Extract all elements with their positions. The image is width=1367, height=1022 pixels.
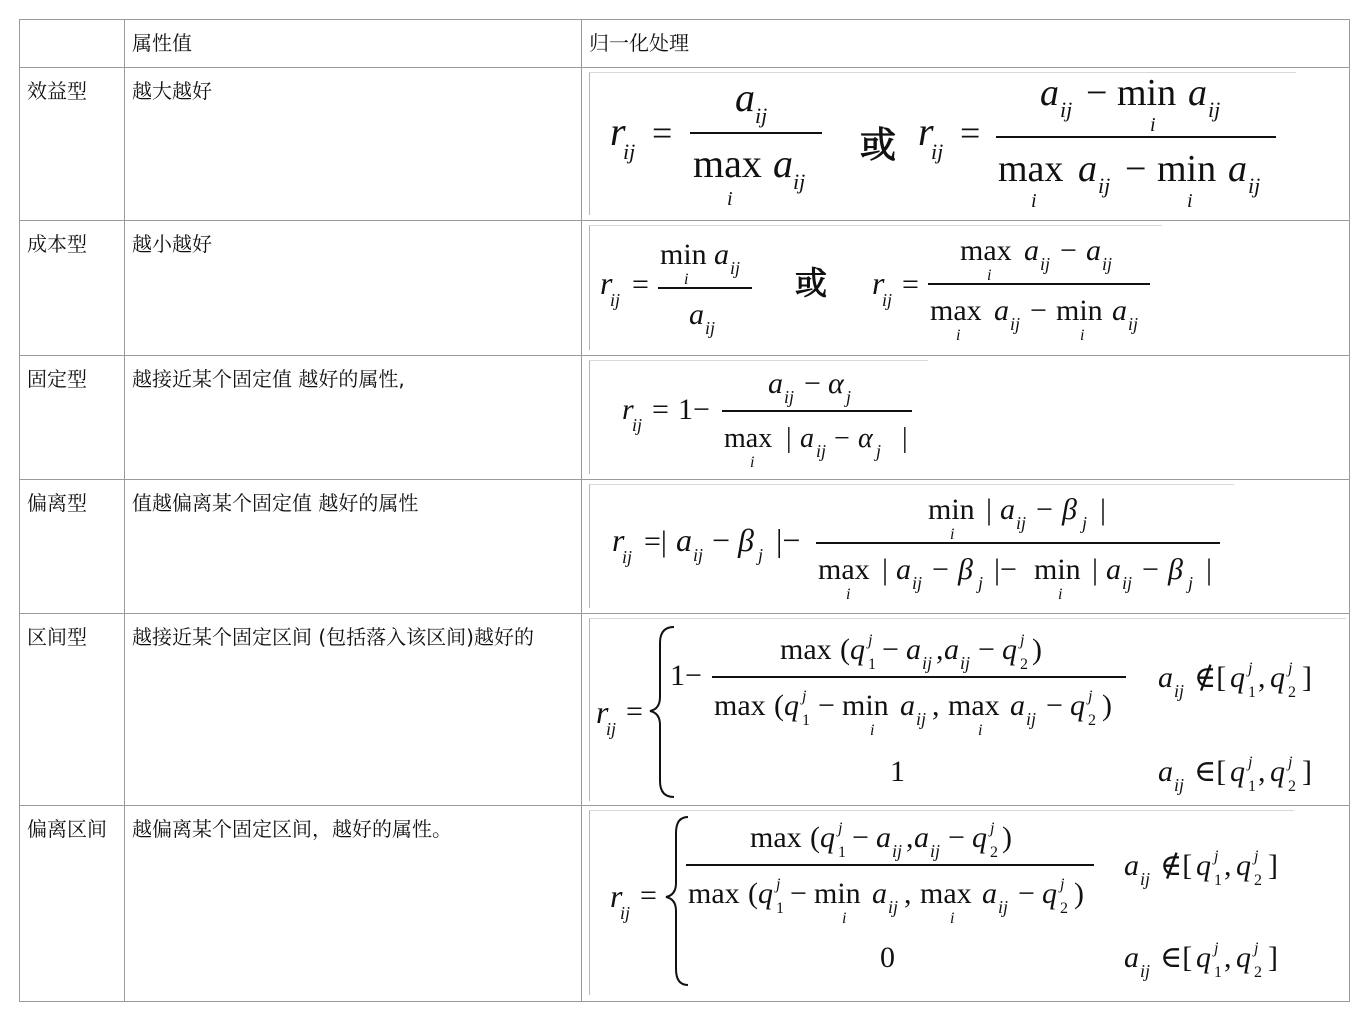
normalization-table xyxy=(19,19,1350,1002)
svg-text:q: q xyxy=(1002,633,1017,666)
svg-text:ij: ij xyxy=(623,139,636,164)
svg-text:a: a xyxy=(944,633,959,666)
svg-text:ij: ij xyxy=(1174,775,1185,795)
formula-deviation-interval-svg xyxy=(590,811,1294,995)
svg-text:a: a xyxy=(1188,73,1207,114)
svg-text:|−: |− xyxy=(994,553,1017,586)
svg-text:i: i xyxy=(870,722,875,739)
svg-text:r: r xyxy=(622,393,634,426)
svg-text:ij: ij xyxy=(1174,681,1185,701)
svg-text:α: α xyxy=(858,423,873,454)
svg-text:q: q xyxy=(850,633,865,666)
svg-text:a: a xyxy=(900,689,915,722)
svg-text:−: − xyxy=(852,821,869,854)
svg-text:2: 2 xyxy=(1254,964,1262,981)
svg-text:|: | xyxy=(902,423,908,454)
desc-cell xyxy=(125,356,582,480)
svg-text:q: q xyxy=(784,689,799,722)
type-label: 固定型 xyxy=(27,367,87,391)
svg-text:ij: ij xyxy=(606,719,617,739)
formula-cell xyxy=(582,614,1350,806)
svg-text:,: , xyxy=(1224,849,1232,882)
svg-text:−: − xyxy=(1060,234,1077,267)
desc-label: 值越偏离某个固定值 越好的属性 xyxy=(132,491,419,515)
svg-text:ij: ij xyxy=(931,139,944,164)
formula-fixed-svg xyxy=(590,361,928,474)
svg-text:或: 或 xyxy=(795,264,828,302)
formula-interval-svg xyxy=(590,619,1346,801)
svg-text:ij: ij xyxy=(1010,314,1021,334)
table-row xyxy=(20,806,1350,1002)
svg-text:j: j xyxy=(868,632,873,649)
type-cell xyxy=(20,68,125,221)
svg-text:ij: ij xyxy=(620,903,631,923)
svg-text:ij: ij xyxy=(784,387,795,407)
svg-text:1: 1 xyxy=(1248,684,1256,701)
svg-text:ij: ij xyxy=(1128,314,1139,334)
desc-cell xyxy=(125,806,582,1002)
table-header-row xyxy=(20,20,1350,68)
svg-text:r: r xyxy=(596,694,609,730)
svg-text:β: β xyxy=(738,522,754,558)
formula-cost xyxy=(589,225,1162,350)
svg-text:min: min xyxy=(660,238,707,271)
svg-text:i: i xyxy=(727,188,733,210)
svg-text:i: i xyxy=(956,327,961,344)
svg-text:,: , xyxy=(906,821,914,854)
svg-text:|: | xyxy=(786,423,792,454)
svg-text:ij: ij xyxy=(610,290,621,310)
svg-text:i: i xyxy=(978,722,983,739)
formula-cell xyxy=(582,68,1350,221)
svg-text:ij: ij xyxy=(916,709,927,729)
type-label: 偏离区间 xyxy=(27,817,107,841)
svg-text:r: r xyxy=(918,109,934,154)
svg-text:∉[: ∉[ xyxy=(1160,849,1193,882)
svg-text:或: 或 xyxy=(860,125,897,166)
svg-text:2: 2 xyxy=(1088,712,1096,729)
svg-text:j: j xyxy=(1288,754,1293,771)
svg-text:a: a xyxy=(714,238,729,271)
svg-text:a: a xyxy=(896,553,911,586)
svg-text:max: max xyxy=(920,877,972,910)
svg-text:,: , xyxy=(1258,661,1266,694)
desc-cell xyxy=(125,221,582,356)
svg-text:ij: ij xyxy=(892,841,903,861)
svg-text:ij: ij xyxy=(793,169,806,194)
formula-deviation-interval xyxy=(589,810,1294,995)
svg-text:a: a xyxy=(906,633,921,666)
table-row xyxy=(20,480,1350,614)
table-row xyxy=(20,356,1350,480)
svg-text:∈[: ∈[ xyxy=(1160,941,1193,974)
header-cell-normalization xyxy=(582,20,1350,68)
svg-text:ij: ij xyxy=(888,897,899,917)
svg-text:a: a xyxy=(676,522,692,558)
svg-text:∈[: ∈[ xyxy=(1194,755,1227,788)
svg-text:r: r xyxy=(610,878,623,914)
svg-text:q: q xyxy=(758,877,773,910)
svg-text:i: i xyxy=(1080,327,1085,344)
svg-text:j: j xyxy=(846,387,852,407)
svg-text:a: a xyxy=(1158,755,1173,788)
svg-text:j: j xyxy=(776,876,781,893)
svg-text:−: − xyxy=(712,522,731,558)
svg-text:=: = xyxy=(960,113,981,153)
header-normalization-label: 归一化处理 xyxy=(589,31,689,55)
formula-interval xyxy=(589,618,1346,801)
svg-text:ij: ij xyxy=(1208,97,1221,122)
svg-text:−: − xyxy=(882,633,899,666)
svg-text:,: , xyxy=(1224,941,1232,974)
svg-text:i: i xyxy=(750,454,755,471)
table-row xyxy=(20,221,1350,356)
svg-text:q: q xyxy=(972,821,987,854)
svg-text:ij: ij xyxy=(1248,173,1261,198)
svg-text:0: 0 xyxy=(880,941,895,974)
svg-text:q: q xyxy=(1042,877,1057,910)
svg-text:a: a xyxy=(689,298,704,331)
svg-text:−: − xyxy=(948,821,965,854)
svg-text:j: j xyxy=(1248,660,1253,677)
formula-cell xyxy=(582,480,1350,614)
svg-text:ij: ij xyxy=(730,258,741,278)
type-label: 偏离型 xyxy=(27,491,87,515)
svg-text:(: ( xyxy=(748,877,758,910)
svg-text:q: q xyxy=(820,821,835,854)
type-cell xyxy=(20,221,125,356)
svg-text:): ) xyxy=(1102,689,1112,722)
svg-text:q: q xyxy=(1236,849,1251,882)
svg-text:]: ] xyxy=(1268,849,1278,882)
svg-text:a: a xyxy=(1024,234,1039,267)
svg-text:r: r xyxy=(610,109,626,154)
svg-text:β: β xyxy=(1168,553,1183,586)
svg-text:]: ] xyxy=(1302,755,1312,788)
svg-text:min: min xyxy=(1157,148,1217,190)
svg-text:min: min xyxy=(1056,294,1103,327)
svg-text:a: a xyxy=(914,821,929,854)
svg-text:max: max xyxy=(750,821,802,854)
desc-label: 越偏离某个固定区间，越好的属性。 xyxy=(132,817,452,841)
svg-text:ij: ij xyxy=(632,415,643,435)
svg-text:j: j xyxy=(1088,688,1093,705)
svg-text:a: a xyxy=(1086,234,1101,267)
svg-text:): ) xyxy=(1002,821,1012,854)
svg-text:−: − xyxy=(978,633,995,666)
svg-text:−: − xyxy=(1125,148,1147,190)
svg-text:ij: ij xyxy=(622,547,633,567)
svg-text:2: 2 xyxy=(1254,872,1262,889)
svg-text:max: max xyxy=(998,148,1064,190)
svg-text:i: i xyxy=(842,910,847,927)
svg-text:j: j xyxy=(1248,754,1253,771)
svg-text:ij: ij xyxy=(705,318,716,338)
formula-deviation-svg xyxy=(590,485,1234,608)
svg-text:max: max xyxy=(688,877,740,910)
svg-text:(: ( xyxy=(810,821,820,854)
svg-text:1−: 1− xyxy=(670,659,702,692)
table-row xyxy=(20,614,1350,806)
svg-text:a: a xyxy=(1124,941,1139,974)
svg-text:ij: ij xyxy=(1140,961,1151,981)
svg-text:i: i xyxy=(846,586,851,603)
svg-text:r: r xyxy=(872,265,885,301)
svg-text:q: q xyxy=(1270,661,1285,694)
svg-text:max: max xyxy=(960,234,1012,267)
svg-text:β: β xyxy=(958,553,973,586)
svg-text:a: a xyxy=(1000,493,1015,526)
svg-text:1: 1 xyxy=(890,755,905,788)
header-cell-empty xyxy=(20,20,125,68)
svg-text:j: j xyxy=(1060,876,1065,893)
svg-text:∉[: ∉[ xyxy=(1194,661,1227,694)
svg-text:−: − xyxy=(1018,877,1035,910)
svg-text:α: α xyxy=(828,367,844,400)
svg-text:−: − xyxy=(790,877,807,910)
svg-text:j: j xyxy=(758,545,764,565)
svg-text:): ) xyxy=(1032,633,1042,666)
svg-text:j: j xyxy=(1254,940,1259,957)
svg-text:=: = xyxy=(640,879,657,912)
svg-text:=: = xyxy=(632,268,649,301)
type-label: 成本型 xyxy=(27,232,87,256)
svg-text:i: i xyxy=(1187,190,1193,212)
svg-text:a: a xyxy=(773,141,793,186)
svg-text:q: q xyxy=(1270,755,1285,788)
svg-text:ij: ij xyxy=(1122,573,1133,593)
svg-text:ij: ij xyxy=(1016,513,1027,533)
svg-text:a: a xyxy=(1040,73,1059,114)
svg-text:r: r xyxy=(600,265,613,301)
svg-text:a: a xyxy=(872,877,887,910)
desc-label: 越接近某个固定区间 (包括落入该区间)越好的 xyxy=(132,625,534,649)
svg-text:−: − xyxy=(932,553,949,586)
svg-text:j: j xyxy=(838,820,843,837)
desc-label: 越小越好 xyxy=(132,232,212,256)
svg-text:2: 2 xyxy=(1020,656,1028,673)
svg-text:ij: ij xyxy=(930,841,941,861)
svg-text:1: 1 xyxy=(1214,964,1222,981)
svg-text:ij: ij xyxy=(960,653,971,673)
formula-benefit xyxy=(589,72,1296,215)
table-row xyxy=(20,68,1350,221)
svg-text:ij: ij xyxy=(1102,254,1113,274)
svg-text:j: j xyxy=(1254,848,1259,865)
svg-text:max: max xyxy=(948,689,1000,722)
svg-text:−: − xyxy=(1142,553,1159,586)
svg-text:=: = xyxy=(652,393,669,426)
svg-text:j: j xyxy=(990,820,995,837)
desc-cell xyxy=(125,68,582,221)
desc-label: 越大越好 xyxy=(132,79,212,103)
formula-cell xyxy=(582,356,1350,480)
svg-text:i: i xyxy=(950,910,955,927)
type-label: 效益型 xyxy=(27,79,87,103)
svg-text:|: | xyxy=(1206,553,1213,586)
type-label: 区间型 xyxy=(27,625,87,649)
svg-text:2: 2 xyxy=(1288,684,1296,701)
svg-text:=: = xyxy=(626,695,643,728)
svg-text:a: a xyxy=(1124,849,1139,882)
svg-text:=: = xyxy=(652,113,673,153)
svg-text:ij: ij xyxy=(922,653,933,673)
svg-text:|: | xyxy=(1100,493,1107,526)
svg-text:1: 1 xyxy=(838,844,846,861)
svg-text:j: j xyxy=(978,573,984,593)
svg-text:max: max xyxy=(714,689,766,722)
svg-text:min: min xyxy=(1117,73,1177,114)
svg-text:ij: ij xyxy=(755,103,768,128)
svg-text:(: ( xyxy=(840,633,850,666)
svg-text:|−: |− xyxy=(776,522,801,558)
svg-text:−: − xyxy=(804,367,821,400)
svg-text:i: i xyxy=(1031,190,1037,212)
formula-benefit-svg xyxy=(590,73,1296,215)
svg-text:ij: ij xyxy=(1026,709,1037,729)
type-cell xyxy=(20,480,125,614)
svg-text:−: − xyxy=(1086,73,1108,114)
svg-text:): ) xyxy=(1074,877,1084,910)
svg-text:i: i xyxy=(1058,586,1063,603)
svg-text:j: j xyxy=(1082,513,1088,533)
svg-text:]: ] xyxy=(1302,661,1312,694)
svg-text:,: , xyxy=(936,633,944,666)
formula-cell xyxy=(582,806,1350,1002)
svg-text:]: ] xyxy=(1268,941,1278,974)
svg-text:−: − xyxy=(1046,689,1063,722)
svg-text:a: a xyxy=(800,423,814,454)
svg-text:2: 2 xyxy=(1288,778,1296,795)
svg-text:−: − xyxy=(834,423,850,454)
header-cell-attribute xyxy=(125,20,582,68)
formula-cell xyxy=(582,221,1350,356)
svg-text:=|: =| xyxy=(644,525,667,558)
svg-text:a: a xyxy=(876,821,891,854)
formula-cost-svg xyxy=(590,226,1162,350)
svg-text:i: i xyxy=(987,267,992,284)
svg-text:i: i xyxy=(1150,114,1156,136)
svg-text:max: max xyxy=(930,294,982,327)
svg-text:ij: ij xyxy=(882,290,893,310)
svg-text:q: q xyxy=(1236,941,1251,974)
svg-text:ij: ij xyxy=(693,545,704,565)
svg-text:q: q xyxy=(1196,849,1211,882)
svg-text:min: min xyxy=(1034,553,1081,586)
svg-text:a: a xyxy=(994,294,1009,327)
svg-text:2: 2 xyxy=(1060,900,1068,917)
svg-text:a: a xyxy=(1106,553,1121,586)
svg-text:ij: ij xyxy=(1098,173,1111,198)
svg-text:i: i xyxy=(950,526,955,543)
svg-text:1−: 1− xyxy=(678,393,710,426)
svg-text:1: 1 xyxy=(776,900,784,917)
svg-text:(: ( xyxy=(774,689,784,722)
formula-deviation xyxy=(589,484,1234,608)
svg-text:a: a xyxy=(1158,661,1173,694)
svg-text:j: j xyxy=(1020,632,1025,649)
svg-text:a: a xyxy=(1228,148,1247,190)
svg-text:j: j xyxy=(876,441,882,461)
svg-text:−: − xyxy=(818,689,835,722)
svg-text:−: − xyxy=(1036,493,1053,526)
svg-text:a: a xyxy=(1078,148,1097,190)
svg-text:ij: ij xyxy=(816,441,827,461)
svg-text:,: , xyxy=(904,877,912,910)
svg-text:a: a xyxy=(735,75,755,120)
svg-text:,: , xyxy=(932,689,940,722)
svg-text:min: min xyxy=(842,689,889,722)
svg-text:j: j xyxy=(1214,940,1219,957)
svg-text:ij: ij xyxy=(1140,869,1151,889)
desc-cell xyxy=(125,614,582,806)
svg-text:1: 1 xyxy=(1214,872,1222,889)
svg-text:β: β xyxy=(1062,493,1077,526)
svg-text:max: max xyxy=(818,553,870,586)
desc-label: 越接近某个固定值 越好的属性, xyxy=(132,367,405,391)
svg-text:j: j xyxy=(802,688,807,705)
svg-text:j: j xyxy=(1214,848,1219,865)
svg-text:ij: ij xyxy=(1060,97,1073,122)
desc-cell xyxy=(125,480,582,614)
svg-text:ij: ij xyxy=(1040,254,1051,274)
svg-text:|: | xyxy=(986,493,993,526)
svg-text:1: 1 xyxy=(868,656,876,673)
svg-text:max: max xyxy=(724,423,773,454)
svg-text:|: | xyxy=(882,553,889,586)
svg-text:r: r xyxy=(612,522,625,558)
header-attribute-label: 属性值 xyxy=(132,31,192,55)
svg-text:i: i xyxy=(684,271,689,288)
svg-text:max: max xyxy=(693,141,762,186)
svg-text:q: q xyxy=(1070,689,1085,722)
svg-text:j: j xyxy=(1188,573,1194,593)
svg-text:1: 1 xyxy=(802,712,810,729)
svg-text:q: q xyxy=(1196,941,1211,974)
svg-text:max: max xyxy=(780,633,832,666)
svg-text:min: min xyxy=(814,877,861,910)
svg-text:a: a xyxy=(1010,689,1025,722)
svg-text:ij: ij xyxy=(998,897,1009,917)
svg-text:a: a xyxy=(1112,294,1127,327)
svg-text:q: q xyxy=(1230,755,1245,788)
svg-text:a: a xyxy=(768,367,783,400)
svg-text:min: min xyxy=(928,493,975,526)
svg-text:|: | xyxy=(1092,553,1099,586)
formula-fixed xyxy=(589,360,928,474)
svg-text:j: j xyxy=(1288,660,1293,677)
svg-text:,: , xyxy=(1258,755,1266,788)
svg-text:−: − xyxy=(1030,294,1047,327)
type-cell xyxy=(20,614,125,806)
type-cell xyxy=(20,806,125,1002)
svg-text:=: = xyxy=(902,268,919,301)
svg-text:2: 2 xyxy=(990,844,998,861)
svg-text:a: a xyxy=(982,877,997,910)
type-cell xyxy=(20,356,125,480)
svg-text:1: 1 xyxy=(1248,778,1256,795)
svg-text:q: q xyxy=(1230,661,1245,694)
svg-text:ij: ij xyxy=(912,573,923,593)
